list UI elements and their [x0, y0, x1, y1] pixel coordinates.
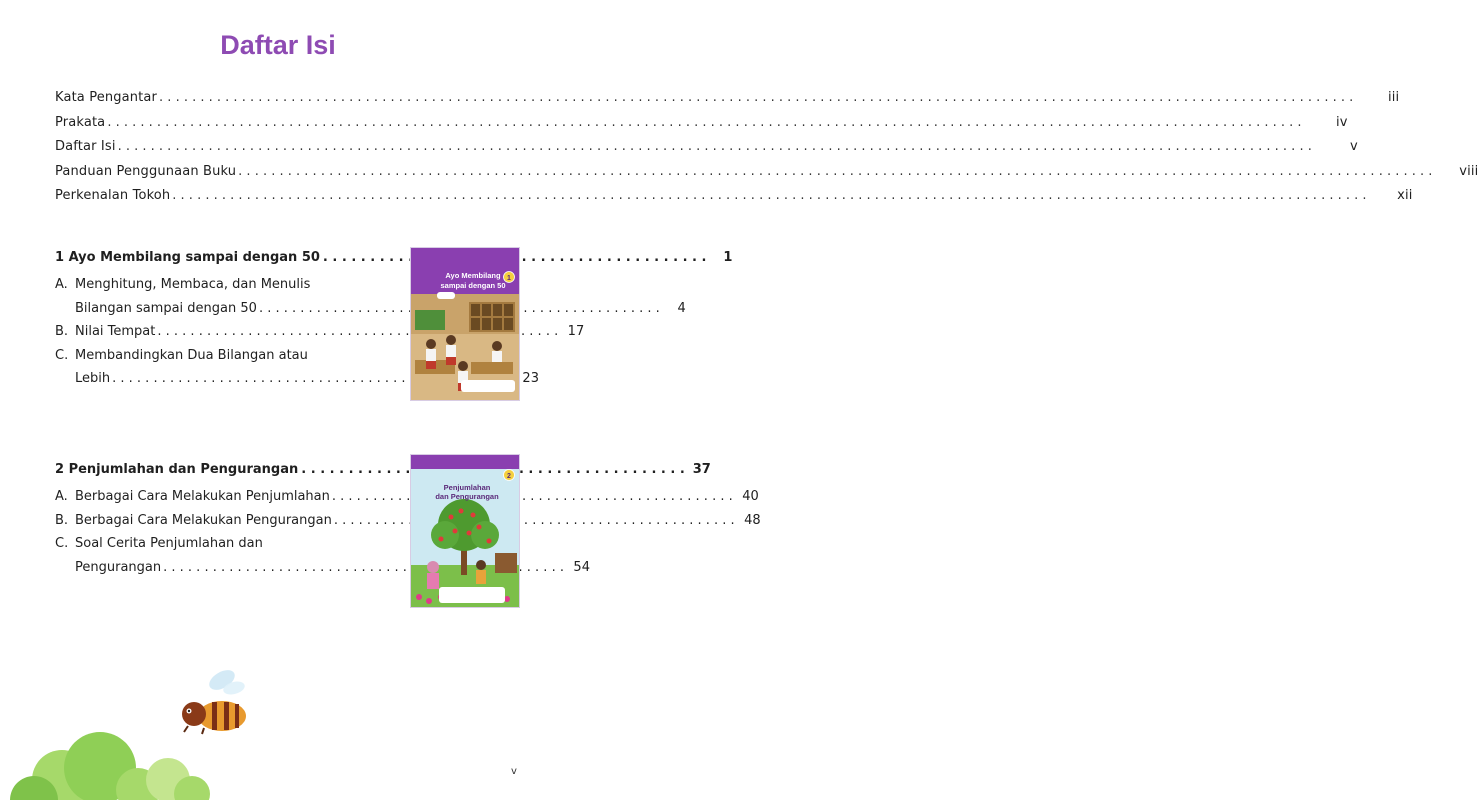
cover-number: 1: [507, 275, 511, 282]
section-page: 4: [677, 300, 686, 316]
bee-icon: [182, 666, 246, 734]
decorative-illustration: [0, 660, 300, 800]
chapter-2: [55, 462, 761, 583]
toc-entry[interactable]: [55, 90, 1400, 115]
chapter-title: 1 Ayo Membilang sampai dengan 50: [55, 250, 320, 265]
toc-entry-page: v: [1350, 139, 1358, 154]
toc-entry-label: Kata Pengantar: [55, 90, 158, 105]
leader-dots: [334, 513, 735, 528]
bush-icon: [10, 732, 210, 800]
section-title: Membandingkan Dua Bilangan atau: [75, 347, 308, 363]
toc-entry[interactable]: [55, 188, 1413, 213]
cover-title-line2: dan Pengurangan: [435, 492, 499, 501]
chapter-1-cover-thumbnail: [410, 247, 520, 401]
page-number: v: [511, 766, 517, 777]
section-page: 54: [573, 559, 590, 575]
toc-entry[interactable]: [55, 139, 1358, 164]
chapter-title-entry[interactable]: [55, 462, 711, 489]
section-letter: A.: [55, 489, 68, 504]
toc-entry-page: viii: [1459, 163, 1478, 179]
section-title-cont: Pengurangan: [75, 559, 162, 575]
section-title-cont: Lebih: [75, 371, 111, 386]
toc-entry-label: Perkenalan Tokoh: [55, 188, 171, 203]
section-letter: A.: [55, 277, 68, 292]
section-page: 17: [567, 324, 585, 339]
chapter-page: 37: [692, 462, 711, 477]
section-letter: B.: [55, 512, 69, 528]
cover-number: 2: [507, 473, 511, 480]
toc-entry[interactable]: [55, 114, 1348, 140]
leader-dots: [107, 115, 1301, 130]
section-page: 48: [744, 512, 761, 528]
section-letter: C.: [55, 536, 69, 551]
section-title-cont: Bilangan sampai dengan 50: [75, 300, 257, 316]
section-entry[interactable]: [55, 277, 686, 324]
toc-entry-label: Prakata: [55, 114, 106, 130]
toc-entry[interactable]: [55, 163, 1478, 189]
section-entry[interactable]: [55, 347, 539, 395]
section-title: Menghitung, Membaca, dan Menulis: [75, 277, 311, 292]
page-title: Daftar Isi: [220, 30, 336, 60]
front-matter-list: [55, 90, 1478, 213]
chapter-page: 1: [723, 250, 733, 265]
toc-entry-page: xii: [1397, 188, 1413, 203]
section-entry[interactable]: [55, 536, 590, 583]
section-letter: C.: [55, 347, 69, 363]
cover-title-line2: sampai dengan 50: [440, 281, 506, 290]
leader-dots: [172, 188, 1366, 203]
section-title: Soal Cerita Penjumlahan dan: [75, 536, 263, 551]
chapter-2-cover-thumbnail: [410, 454, 520, 608]
section-title: Berbagai Cara Melakukan Penjumlahan: [75, 489, 330, 504]
section-entry[interactable]: [55, 512, 761, 537]
chapter-title-entry[interactable]: [55, 250, 733, 277]
leader-dots: [332, 489, 733, 504]
section-letter: B.: [55, 324, 69, 339]
section-page: 40: [742, 489, 759, 504]
section-entry[interactable]: [55, 324, 585, 348]
toc-entry-page: iv: [1335, 114, 1348, 130]
toc-entry-label: Daftar Isi: [55, 139, 116, 154]
leader-dots: [159, 90, 1353, 105]
cover-title-line1: Ayo Membilang: [445, 271, 501, 280]
chapter-1: [55, 250, 733, 395]
leader-dots: [238, 164, 1432, 179]
section-title: Nilai Tempat: [75, 324, 156, 339]
toc-entry-label: Panduan Penggunaan Buku: [55, 163, 237, 179]
cover-title-line1: Penjumlahan: [443, 483, 491, 492]
section-page: 23: [522, 371, 539, 386]
toc-entry-page: iii: [1388, 90, 1400, 105]
section-title: Berbagai Cara Melakukan Pengurangan: [75, 512, 332, 528]
chapter-title: 2 Penjumlahan dan Pengurangan: [55, 462, 299, 477]
leader-dots: [118, 139, 1312, 154]
